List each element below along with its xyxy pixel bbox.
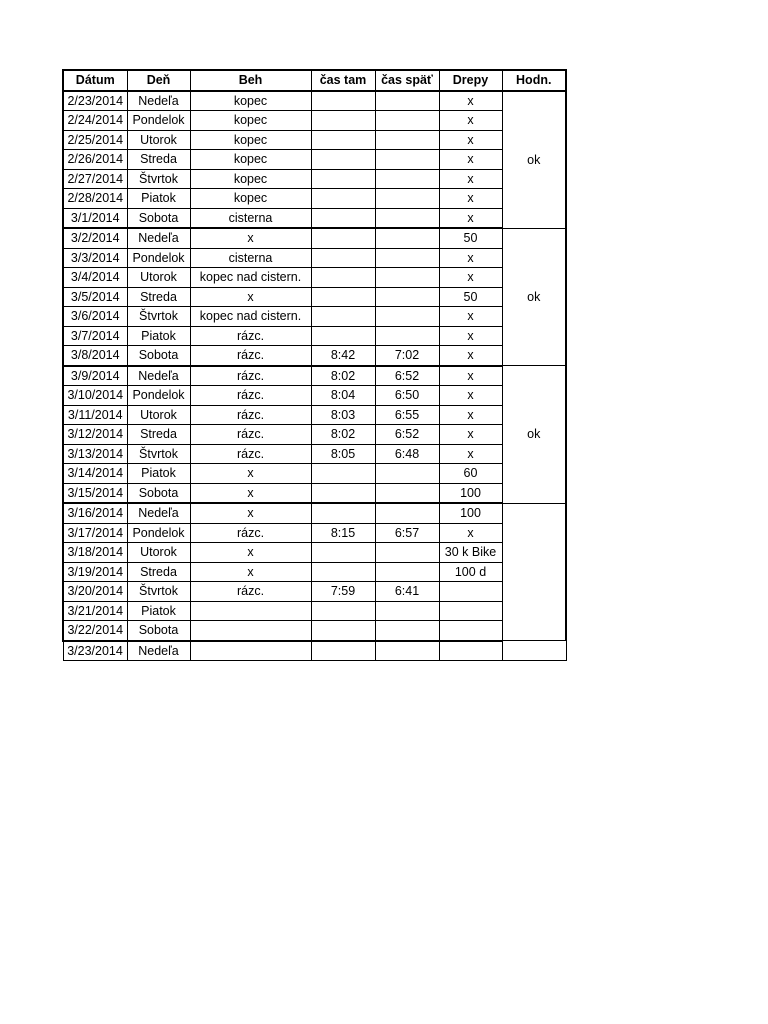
time-there-cell[interactable]: 8:02 — [311, 366, 375, 386]
header-datum[interactable]: Dátum — [63, 70, 127, 91]
time-back-cell[interactable]: 7:02 — [375, 346, 439, 366]
squats-cell[interactable]: x — [439, 307, 502, 327]
rating-cell[interactable] — [502, 641, 566, 661]
date-cell[interactable]: 3/19/2014 — [63, 562, 127, 582]
time-back-cell[interactable]: 6:57 — [375, 523, 439, 543]
time-there-cell[interactable] — [311, 169, 375, 189]
rating-cell[interactable]: ok — [502, 91, 566, 229]
date-cell[interactable]: 3/2/2014 — [63, 228, 127, 248]
date-cell[interactable]: 3/13/2014 — [63, 444, 127, 464]
run-cell[interactable]: rázc. — [190, 582, 311, 602]
date-cell[interactable]: 2/28/2014 — [63, 189, 127, 209]
run-cell[interactable]: x — [190, 228, 311, 248]
day-cell[interactable]: Sobota — [127, 346, 190, 366]
squats-cell[interactable]: 100 — [439, 503, 502, 523]
date-cell[interactable]: 3/6/2014 — [63, 307, 127, 327]
header-drepy[interactable]: Drepy — [439, 70, 502, 91]
run-cell[interactable]: rázc. — [190, 326, 311, 346]
rating-cell[interactable]: ok — [502, 366, 566, 504]
run-cell[interactable]: rázc. — [190, 405, 311, 425]
squats-cell[interactable]: x — [439, 326, 502, 346]
table-row — [63, 150, 566, 170]
time-there-cell[interactable]: 8:05 — [311, 444, 375, 464]
date-cell[interactable]: 3/9/2014 — [63, 366, 127, 386]
run-cell[interactable]: rázc. — [190, 444, 311, 464]
squats-cell[interactable]: x — [439, 523, 502, 543]
run-cell[interactable]: x — [190, 543, 311, 563]
date-cell[interactable]: 3/10/2014 — [63, 386, 127, 406]
day-cell[interactable]: Piatok — [127, 601, 190, 621]
table-row — [63, 111, 566, 131]
day-cell[interactable]: Utorok — [127, 543, 190, 563]
day-cell[interactable]: Streda — [127, 150, 190, 170]
time-there-cell[interactable]: 8:42 — [311, 346, 375, 366]
date-cell[interactable]: 3/8/2014 — [63, 346, 127, 366]
run-cell[interactable] — [190, 641, 311, 661]
run-cell[interactable]: kopec — [190, 111, 311, 131]
header-row — [63, 70, 566, 91]
table-row — [63, 189, 566, 209]
time-there-cell[interactable] — [311, 641, 375, 661]
table-row — [63, 425, 566, 445]
table-row — [63, 405, 566, 425]
run-cell[interactable]: x — [190, 287, 311, 307]
date-cell[interactable]: 3/5/2014 — [63, 287, 127, 307]
table-row — [63, 169, 566, 189]
squats-cell[interactable]: x — [439, 366, 502, 386]
squats-cell[interactable]: 100 — [439, 483, 502, 503]
squats-cell[interactable] — [439, 641, 502, 661]
run-cell[interactable]: rázc. — [190, 523, 311, 543]
time-back-cell[interactable] — [375, 464, 439, 484]
squats-cell[interactable]: x — [439, 208, 502, 228]
table-row — [63, 228, 566, 248]
time-there-cell[interactable]: 8:03 — [311, 405, 375, 425]
table-row — [63, 248, 566, 268]
time-back-cell[interactable] — [375, 503, 439, 523]
squats-cell[interactable]: x — [439, 111, 502, 131]
date-cell[interactable]: 3/18/2014 — [63, 543, 127, 563]
day-cell[interactable]: Sobota — [127, 483, 190, 503]
table-row — [63, 91, 566, 111]
date-cell[interactable]: 3/14/2014 — [63, 464, 127, 484]
squats-cell[interactable]: x — [439, 425, 502, 445]
run-cell[interactable]: rázc. — [190, 386, 311, 406]
date-cell[interactable]: 3/15/2014 — [63, 483, 127, 503]
squats-cell[interactable]: 30 k Bike — [439, 543, 502, 563]
run-cell[interactable]: kopec — [190, 189, 311, 209]
run-cell[interactable]: x — [190, 464, 311, 484]
time-there-cell[interactable] — [311, 91, 375, 111]
day-cell[interactable]: Piatok — [127, 326, 190, 346]
rating-cell[interactable]: ok — [502, 228, 566, 366]
day-cell[interactable]: Streda — [127, 425, 190, 445]
day-cell[interactable]: Štvrtok — [127, 169, 190, 189]
table-row — [63, 483, 566, 503]
time-there-cell[interactable] — [311, 130, 375, 150]
time-there-cell[interactable] — [311, 111, 375, 131]
date-cell[interactable]: 3/3/2014 — [63, 248, 127, 268]
run-cell[interactable]: rázc. — [190, 346, 311, 366]
squats-cell[interactable]: x — [439, 444, 502, 464]
run-cell[interactable]: x — [190, 562, 311, 582]
day-cell[interactable]: Utorok — [127, 405, 190, 425]
time-back-cell[interactable] — [375, 111, 439, 131]
time-back-cell[interactable] — [375, 169, 439, 189]
time-there-cell[interactable]: 7:59 — [311, 582, 375, 602]
time-back-cell[interactable]: 6:48 — [375, 444, 439, 464]
run-cell[interactable]: kopec nad cistern. — [190, 268, 311, 288]
table-row — [63, 208, 566, 228]
date-cell[interactable]: 3/23/2014 — [63, 641, 127, 661]
squats-cell[interactable] — [439, 621, 502, 641]
time-there-cell[interactable]: 8:15 — [311, 523, 375, 543]
day-cell[interactable]: Pondelok — [127, 111, 190, 131]
time-there-cell[interactable] — [311, 228, 375, 248]
squats-cell[interactable]: 50 — [439, 228, 502, 248]
table-row — [63, 464, 566, 484]
table-row — [63, 346, 566, 366]
time-there-cell[interactable] — [311, 326, 375, 346]
time-back-cell[interactable] — [375, 268, 439, 288]
time-back-cell[interactable]: 6:52 — [375, 425, 439, 445]
header-hodn[interactable]: Hodn. — [502, 70, 566, 91]
time-there-cell[interactable] — [311, 621, 375, 641]
time-back-cell[interactable] — [375, 130, 439, 150]
time-back-cell[interactable] — [375, 189, 439, 209]
day-cell[interactable]: Nedeľa — [127, 641, 190, 661]
day-cell[interactable]: Streda — [127, 562, 190, 582]
time-back-cell[interactable]: 6:41 — [375, 582, 439, 602]
header-cas-spat[interactable]: čas späť — [375, 70, 439, 91]
header-cas-tam[interactable]: čas tam — [311, 70, 375, 91]
date-cell[interactable]: 3/11/2014 — [63, 405, 127, 425]
squats-cell[interactable]: 100 d — [439, 562, 502, 582]
time-back-cell[interactable] — [375, 326, 439, 346]
table-row — [63, 582, 566, 602]
table-row — [63, 268, 566, 288]
date-cell[interactable]: 3/4/2014 — [63, 268, 127, 288]
time-there-cell[interactable] — [311, 562, 375, 582]
table-row — [63, 130, 566, 150]
run-cell[interactable]: kopec — [190, 150, 311, 170]
table-row — [63, 366, 566, 386]
squats-cell[interactable]: x — [439, 130, 502, 150]
squats-cell[interactable]: x — [439, 268, 502, 288]
time-there-cell[interactable] — [311, 268, 375, 288]
training-log-table — [62, 69, 567, 661]
date-cell[interactable]: 3/21/2014 — [63, 601, 127, 621]
time-there-cell[interactable] — [311, 483, 375, 503]
date-cell[interactable]: 2/23/2014 — [63, 91, 127, 111]
day-cell[interactable]: Nedeľa — [127, 228, 190, 248]
date-cell[interactable]: 2/27/2014 — [63, 169, 127, 189]
date-cell[interactable]: 3/22/2014 — [63, 621, 127, 641]
table-row — [63, 562, 566, 582]
day-cell[interactable]: Štvrtok — [127, 582, 190, 602]
squats-cell[interactable]: x — [439, 169, 502, 189]
day-cell[interactable]: Pondelok — [127, 523, 190, 543]
time-back-cell[interactable]: 6:50 — [375, 386, 439, 406]
time-there-cell[interactable]: 8:04 — [311, 386, 375, 406]
time-there-cell[interactable]: 8:02 — [311, 425, 375, 445]
date-cell[interactable]: 3/7/2014 — [63, 326, 127, 346]
day-cell[interactable]: Utorok — [127, 268, 190, 288]
squats-cell[interactable]: x — [439, 405, 502, 425]
squats-cell[interactable]: x — [439, 189, 502, 209]
table-row — [63, 601, 566, 621]
table-row — [63, 523, 566, 543]
time-there-cell[interactable] — [311, 287, 375, 307]
day-cell[interactable]: Nedeľa — [127, 91, 190, 111]
run-cell[interactable]: cisterna — [190, 248, 311, 268]
squats-cell[interactable] — [439, 601, 502, 621]
run-cell[interactable]: kopec — [190, 91, 311, 111]
day-cell[interactable]: Sobota — [127, 208, 190, 228]
table-row — [63, 307, 566, 327]
run-cell[interactable] — [190, 621, 311, 641]
run-cell[interactable]: rázc. — [190, 425, 311, 445]
day-cell[interactable]: Streda — [127, 287, 190, 307]
squats-cell[interactable]: x — [439, 346, 502, 366]
date-cell[interactable]: 2/25/2014 — [63, 130, 127, 150]
time-there-cell[interactable] — [311, 248, 375, 268]
table-row — [63, 621, 566, 641]
time-there-cell[interactable] — [311, 150, 375, 170]
time-back-cell[interactable] — [375, 601, 439, 621]
squats-cell[interactable]: x — [439, 91, 502, 111]
time-back-cell[interactable] — [375, 228, 439, 248]
time-back-cell[interactable] — [375, 483, 439, 503]
time-back-cell[interactable] — [375, 150, 439, 170]
day-cell[interactable]: Utorok — [127, 130, 190, 150]
time-there-cell[interactable] — [311, 189, 375, 209]
squats-cell[interactable]: 50 — [439, 287, 502, 307]
time-back-cell[interactable] — [375, 562, 439, 582]
day-cell[interactable]: Pondelok — [127, 386, 190, 406]
run-cell[interactable]: kopec — [190, 169, 311, 189]
time-back-cell[interactable] — [375, 91, 439, 111]
squats-cell[interactable]: x — [439, 386, 502, 406]
day-cell[interactable]: Sobota — [127, 621, 190, 641]
run-cell[interactable]: cisterna — [190, 208, 311, 228]
table-row — [63, 444, 566, 464]
time-back-cell[interactable] — [375, 543, 439, 563]
table-body — [63, 91, 566, 661]
time-back-cell[interactable] — [375, 621, 439, 641]
time-there-cell[interactable] — [311, 543, 375, 563]
run-cell[interactable]: kopec — [190, 130, 311, 150]
day-cell[interactable]: Piatok — [127, 189, 190, 209]
table-row — [63, 543, 566, 563]
date-cell[interactable]: 3/12/2014 — [63, 425, 127, 445]
day-cell[interactable]: Štvrtok — [127, 307, 190, 327]
table-row — [63, 386, 566, 406]
run-cell[interactable]: kopec nad cistern. — [190, 307, 311, 327]
time-there-cell[interactable] — [311, 208, 375, 228]
day-cell[interactable]: Pondelok — [127, 248, 190, 268]
squats-cell[interactable]: x — [439, 248, 502, 268]
date-cell[interactable]: 3/1/2014 — [63, 208, 127, 228]
date-cell[interactable]: 3/17/2014 — [63, 523, 127, 543]
time-there-cell[interactable] — [311, 464, 375, 484]
time-back-cell[interactable] — [375, 248, 439, 268]
date-cell[interactable]: 2/24/2014 — [63, 111, 127, 131]
squats-cell[interactable]: x — [439, 150, 502, 170]
day-cell[interactable]: Nedeľa — [127, 366, 190, 386]
time-there-cell[interactable] — [311, 601, 375, 621]
squats-cell[interactable]: 60 — [439, 464, 502, 484]
header-den[interactable]: Deň — [127, 70, 190, 91]
table-row — [63, 326, 566, 346]
run-cell[interactable]: x — [190, 503, 311, 523]
time-there-cell[interactable] — [311, 503, 375, 523]
date-cell[interactable]: 2/26/2014 — [63, 150, 127, 170]
run-cell[interactable]: rázc. — [190, 366, 311, 386]
time-back-cell[interactable]: 6:55 — [375, 405, 439, 425]
run-cell[interactable] — [190, 601, 311, 621]
table-row — [63, 503, 566, 523]
time-back-cell[interactable] — [375, 307, 439, 327]
date-cell[interactable]: 3/20/2014 — [63, 582, 127, 602]
time-back-cell[interactable]: 6:52 — [375, 366, 439, 386]
run-cell[interactable]: x — [190, 483, 311, 503]
day-cell[interactable]: Štvrtok — [127, 444, 190, 464]
date-cell[interactable]: 3/16/2014 — [63, 503, 127, 523]
day-cell[interactable]: Piatok — [127, 464, 190, 484]
table-row — [63, 641, 566, 661]
squats-cell[interactable] — [439, 582, 502, 602]
table-row — [63, 287, 566, 307]
time-back-cell[interactable] — [375, 208, 439, 228]
header-beh[interactable]: Beh — [190, 70, 311, 91]
day-cell[interactable]: Nedeľa — [127, 503, 190, 523]
time-back-cell[interactable] — [375, 287, 439, 307]
rating-cell[interactable] — [502, 503, 566, 641]
time-back-cell[interactable] — [375, 641, 439, 661]
time-there-cell[interactable] — [311, 307, 375, 327]
